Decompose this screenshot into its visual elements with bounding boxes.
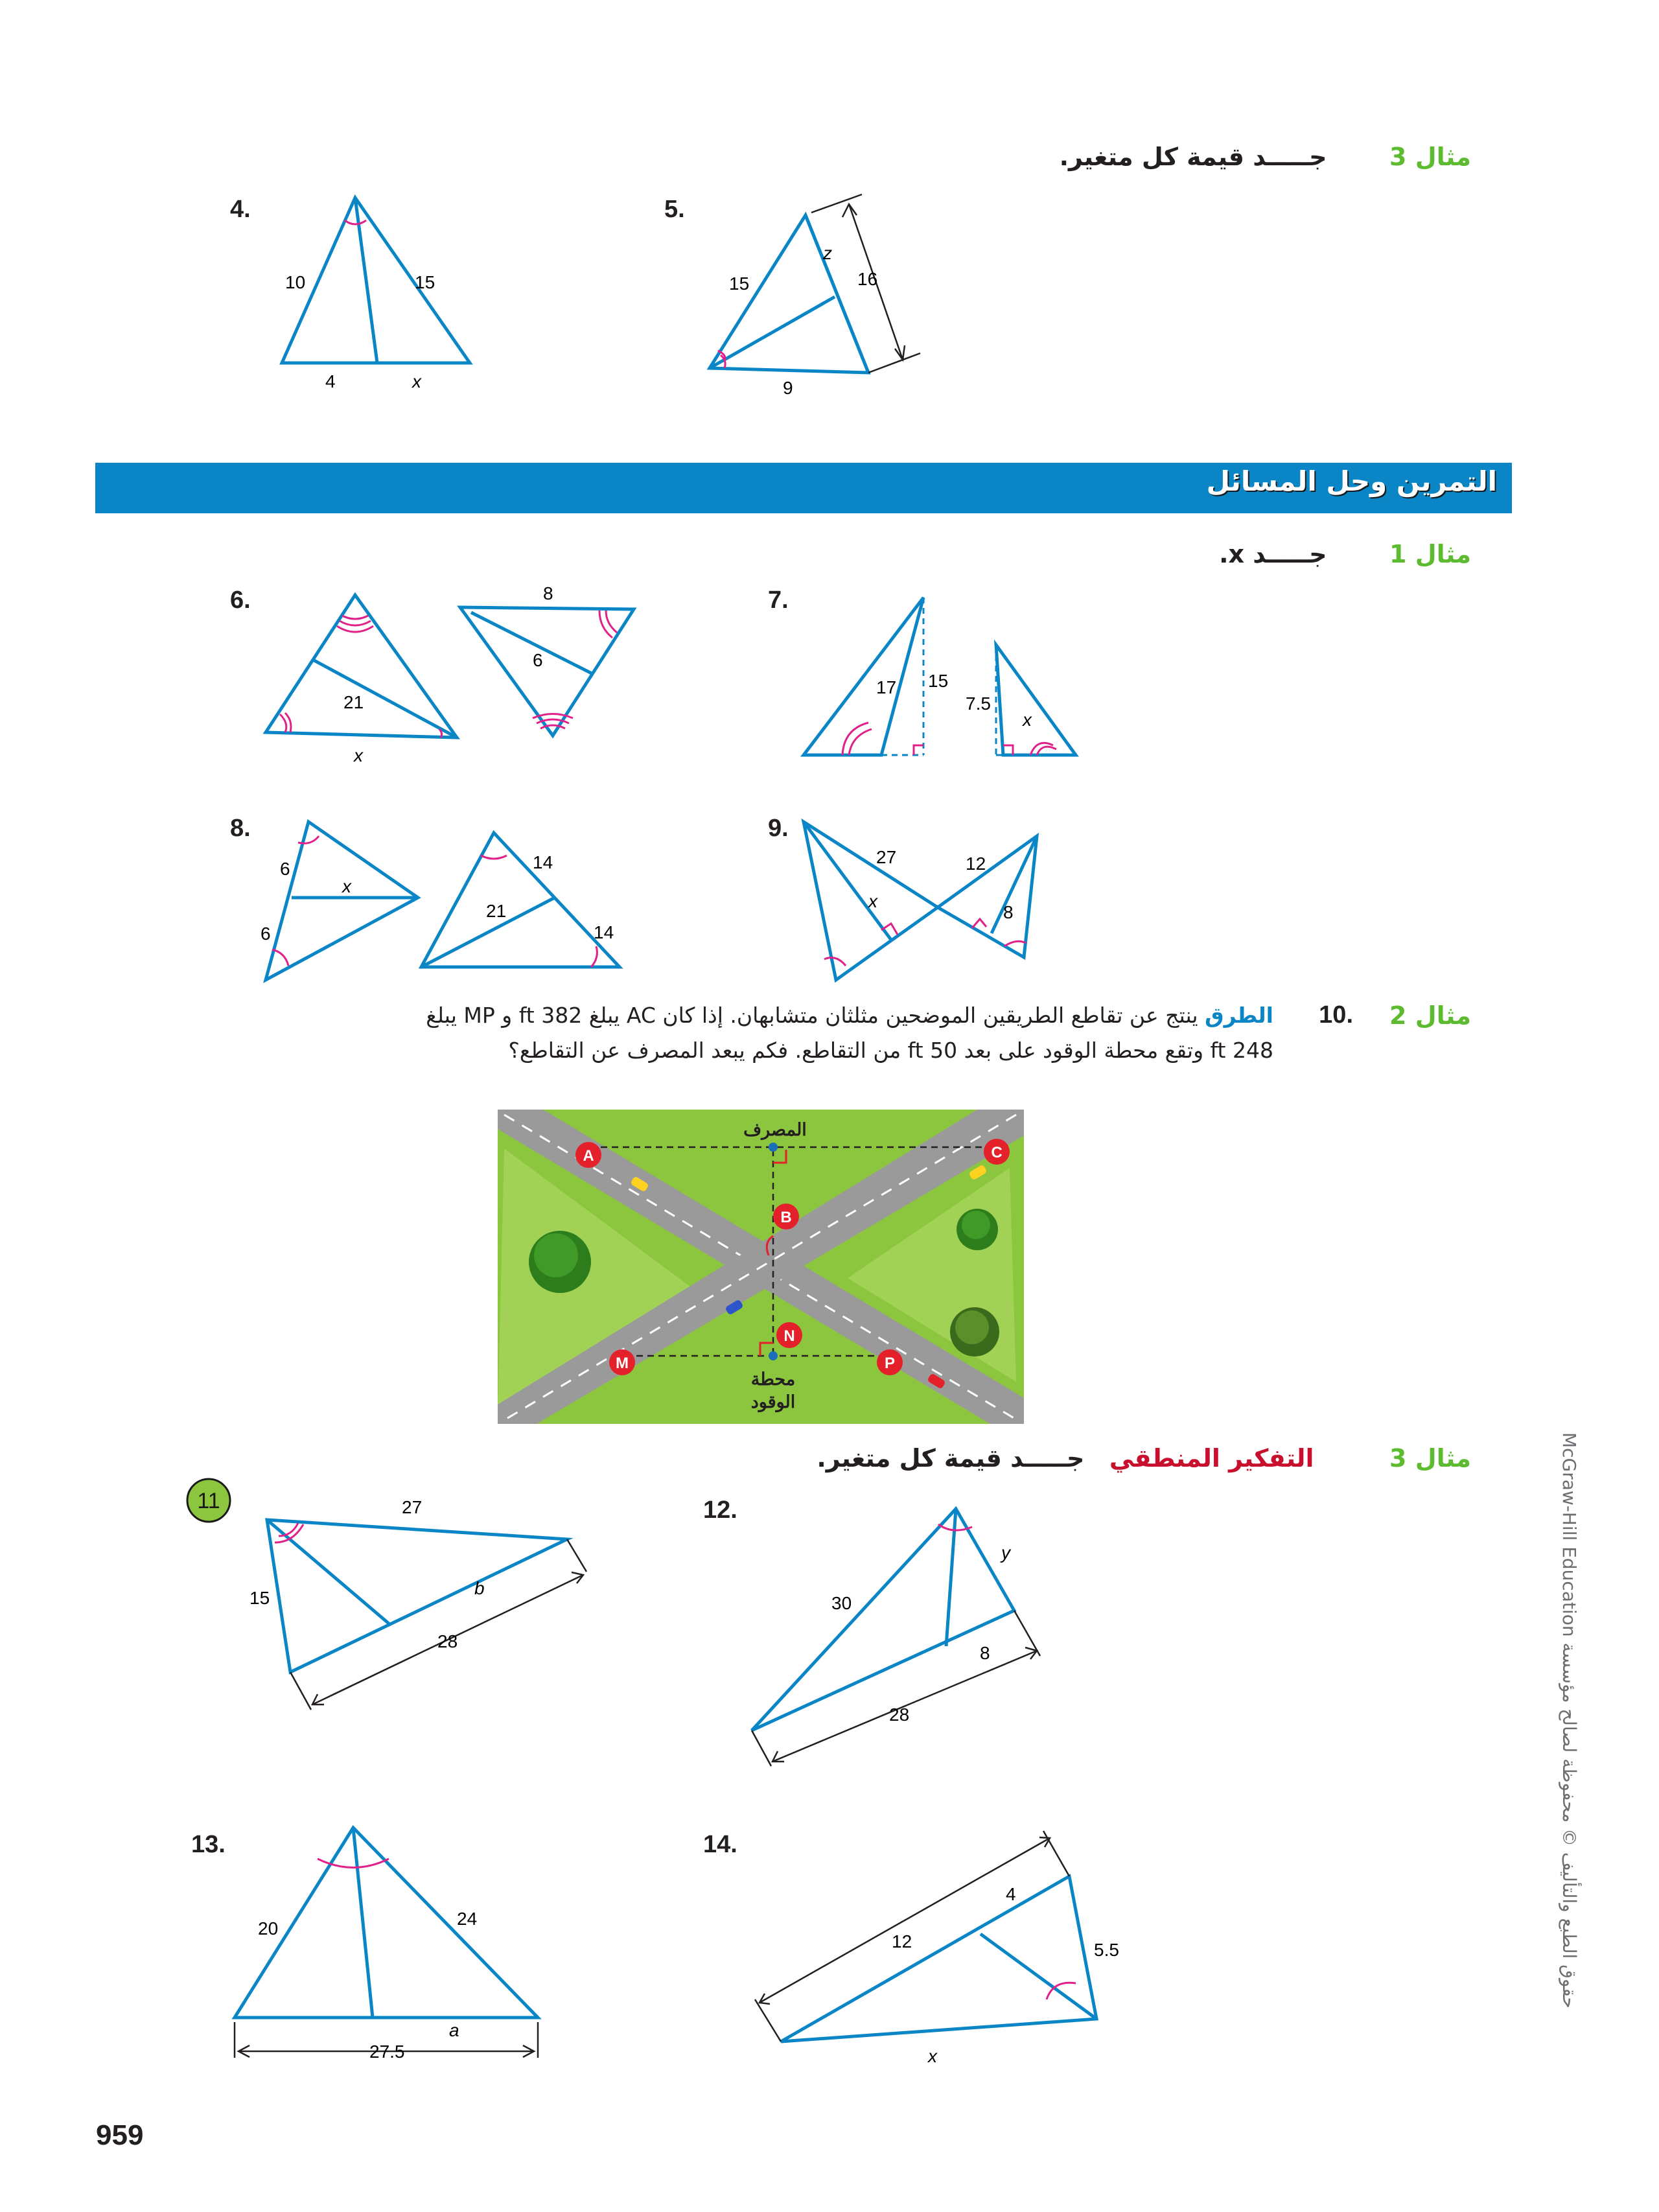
problem-number: 6. (230, 587, 251, 614)
side-label: x (868, 891, 877, 911)
problems-6-9 (0, 570, 1659, 998)
side-label: b (474, 1578, 485, 1598)
problem-number: 9. (768, 815, 789, 842)
intersection-map (498, 1110, 1024, 1424)
side-label: x (412, 371, 421, 391)
problem-number: 4. (230, 196, 251, 223)
problem-number: 5. (664, 196, 685, 223)
side-label: 21 (486, 901, 507, 921)
gas-station-label: الوقود (750, 1392, 796, 1412)
problem-number: 8. (230, 815, 251, 842)
side-label: 24 (457, 1909, 478, 1929)
side-label: 27 (876, 847, 897, 867)
example-label: مثال 2 (1389, 1001, 1471, 1030)
side-label: 12 (966, 854, 986, 874)
triangle-4 (282, 198, 470, 363)
side-label: x (354, 745, 363, 765)
side-label: a (449, 2020, 459, 2040)
problem-line: ينتج عن تقاطع الطريقين الموضحين مثلثان متشابهان. إذا كان AC يبلغ 382 ft و MP يبلغ (426, 1003, 1198, 1028)
side-label: z (823, 243, 832, 263)
instruction: جـــــد قيمة كل متغير. (817, 1444, 1085, 1473)
side-label: 27 (402, 1497, 423, 1517)
side-label: 7.5 (966, 693, 991, 714)
side-label: 6 (533, 650, 543, 670)
side-label: 21 (343, 692, 364, 712)
problem-line: 248 ft وتقع محطة الوقود على بعد 50 ft من التقاطع. فكم يبعد المصرف عن التقاطع؟ (508, 1038, 1273, 1063)
side-label: 4 (1006, 1884, 1016, 1904)
point-m: M (616, 1355, 629, 1372)
side-label: 14 (533, 852, 553, 872)
side-label: 14 (594, 922, 614, 942)
side-label: x (928, 2046, 937, 2066)
example-label: مثال 1 (1389, 540, 1471, 568)
example-label: مثال 3 (1389, 143, 1471, 171)
side-label: 4 (325, 371, 336, 391)
problem-number: 10. (1319, 1001, 1353, 1029)
side-label: 15 (928, 671, 949, 691)
triangle-5 (710, 215, 868, 373)
side-label: 10 (285, 272, 306, 292)
side-label: 6 (261, 924, 271, 944)
side-label: 9 (783, 378, 793, 398)
example3-header-2 (817, 1444, 1471, 1473)
side-label: 8 (980, 1643, 990, 1663)
side-label: y (1001, 1543, 1010, 1563)
problem-number: 14. (703, 1831, 737, 1858)
side-label: x (342, 876, 351, 896)
instruction: جـــــد x. (1219, 540, 1327, 568)
problem-number: 11 (197, 1489, 220, 1513)
problems-4-5 (0, 0, 1659, 454)
problem-number: 13. (191, 1831, 226, 1858)
problem-10-text (262, 998, 1273, 1068)
point-b: B (780, 1209, 792, 1226)
topic-label: التفكير المنطقي (1109, 1444, 1314, 1473)
problem-number: 7. (768, 587, 789, 614)
point-a: A (583, 1147, 594, 1165)
example1-header (1219, 540, 1471, 568)
side-label: 8 (1003, 902, 1014, 922)
point-n: N (783, 1327, 795, 1345)
side-label: 12 (892, 1931, 912, 1951)
side-label: 30 (831, 1593, 852, 1613)
side-label: x (1023, 710, 1032, 730)
gas-station-label: محطة (750, 1369, 796, 1389)
side-label: 17 (876, 677, 897, 697)
bisector-5 (710, 297, 835, 368)
example2-header (1389, 1001, 1471, 1030)
copyright-sidebar (1560, 1432, 1599, 2080)
point-c: C (991, 1144, 1003, 1161)
instruction: جـــــد قيمة كل متغير. (1059, 143, 1327, 171)
page-number: 959 (96, 2119, 144, 2151)
copyright-text: حقوق الطبع والتأليف © محفوظة لصالح مؤسسة McGraw-Hill Education (1559, 1432, 1580, 2008)
example-label: مثال 3 (1389, 1444, 1471, 1473)
side-label: 20 (258, 1918, 279, 1938)
problems-11-14 (0, 1471, 1659, 2087)
side-label: 28 (437, 1631, 458, 1651)
side-label: 28 (889, 1705, 910, 1725)
side-label: 27.5 (369, 2042, 405, 2062)
problem-number: 12. (703, 1496, 737, 1524)
side-label: 15 (415, 272, 435, 292)
topic-label: الطرق (1205, 1003, 1273, 1028)
side-label: 8 (543, 583, 553, 603)
side-label: 5.5 (1094, 1940, 1119, 1960)
side-label: 6 (280, 859, 290, 879)
bank-label: المصرف (743, 1120, 807, 1139)
side-label: 15 (729, 274, 750, 294)
point-p: P (884, 1355, 896, 1372)
side-label: 15 (249, 1588, 270, 1608)
side-label: 16 (857, 269, 878, 289)
section-title: التمرين وحل المسائل (1206, 465, 1497, 497)
